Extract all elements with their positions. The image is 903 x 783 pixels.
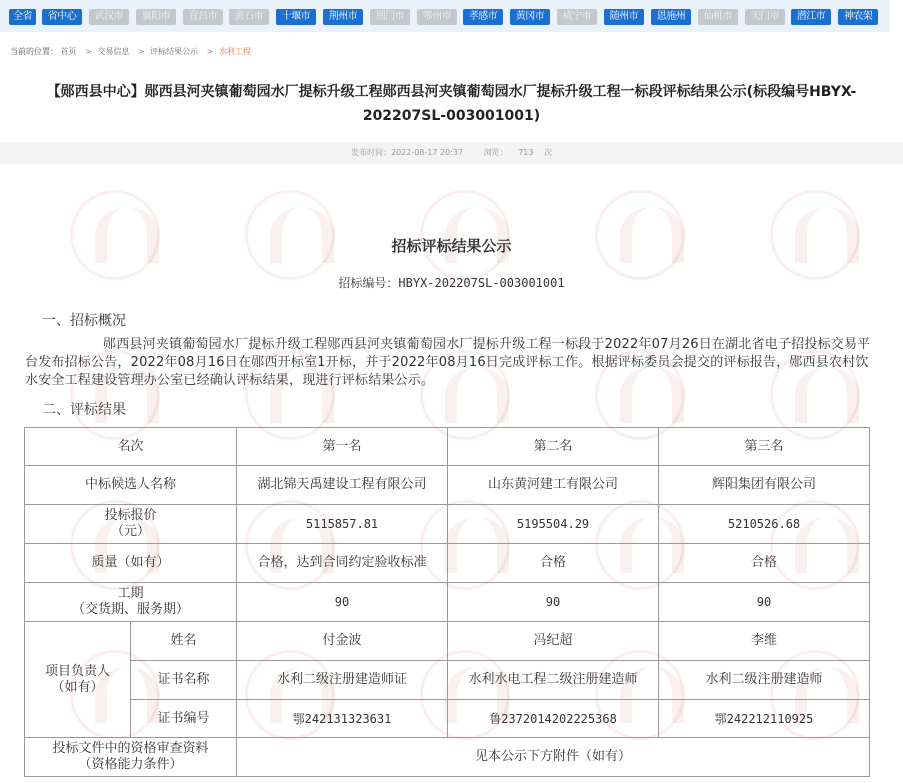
doc-tender-code: 招标编号：HBYX-202207SL-003001001: [338, 276, 565, 290]
breadcrumb-result-notice[interactable]: 评标结果公示: [150, 47, 199, 56]
table-row-candidate: [25, 466, 870, 505]
row-label: 质量（如有）: [25, 544, 237, 583]
table-row-period: [25, 583, 870, 622]
city-tab-jingzhou[interactable]: 荆州市: [323, 9, 363, 25]
city-tab-center[interactable]: 省中心: [42, 9, 82, 25]
table-row-quality: [25, 544, 870, 583]
cell-value: 李维: [659, 622, 870, 661]
city-tab-ezhou[interactable]: 鄂州市: [417, 9, 457, 25]
section-overview-heading: 一、招标概况: [42, 313, 126, 329]
row-label-line: （如有）: [51, 679, 104, 695]
row-label-line: 投标报价: [104, 508, 157, 523]
city-tab-suizhou[interactable]: 随州市: [604, 9, 644, 25]
cell-value: 水利二级注册建造师证: [237, 661, 448, 700]
breadcrumb-current[interactable]: 水利工程: [218, 47, 251, 56]
cell-value: 90: [448, 583, 659, 622]
views-count: 713: [518, 148, 534, 157]
city-tab-huanggang[interactable]: 黄冈市: [510, 9, 550, 25]
row-label-line: 工期: [117, 586, 144, 601]
city-nav-bar: [0, 0, 890, 32]
breadcrumb-separator: >: [137, 47, 145, 56]
publish-value: 2022-08-17 20:37: [390, 148, 464, 157]
row-label: [25, 505, 237, 544]
publish-label: 发布时间：: [350, 148, 391, 157]
city-tab-xiaogan[interactable]: 孝感市: [463, 9, 503, 25]
cell-value: 付金波: [237, 622, 448, 661]
evaluation-result-table: [24, 427, 870, 777]
city-tab-qianjiang[interactable]: 潜江市: [791, 9, 831, 25]
city-tab-shennongjia[interactable]: 神农架: [838, 9, 878, 25]
cell-value: 湖北锦天禹建设工程有限公司: [237, 466, 448, 505]
table-row-qualification: [25, 738, 870, 777]
cell-value: 5210526.68: [659, 505, 870, 544]
row-label-line: （元）: [111, 524, 151, 539]
breadcrumb-home[interactable]: 首页: [60, 47, 77, 56]
row-label-line: （资格能力条件）: [78, 757, 183, 772]
table-row-cert-name: [25, 661, 870, 700]
header-first: 第一名: [237, 428, 448, 466]
header-third: 第三名: [659, 428, 870, 466]
cell-value: 合格: [448, 544, 659, 583]
cell-value: 5195504.29: [448, 505, 659, 544]
overview-paragraph: 郧西县河夹镇葡萄园水厂提标升级工程郧西县河夹镇葡萄园水厂提标升级工程一标段于2022年07月26日在湖北省电子招投标交易平台发布招标公告，2022年08月16日在郧西开标室1开标，并于2022年08月16日完成评标工作。根据评标委员会提交的评标报告，郧西县农村饮水安全工程建设管理办公室已经确认评标结果，现进行评标结果公示。: [25, 337, 871, 388]
row-label-line: （交货期、服务期）: [72, 602, 190, 617]
breadcrumb-trade-info[interactable]: 交易信息: [97, 47, 130, 56]
city-tab-tianmen[interactable]: 天门市: [745, 9, 785, 25]
cell-value: 5115857.81: [237, 505, 448, 544]
row-label: [25, 738, 237, 777]
publish-time: [351, 148, 463, 157]
table-row-price: [25, 505, 870, 544]
breadcrumb-lead: 当前的位置：: [10, 47, 58, 56]
cell-value: 90: [237, 583, 448, 622]
sub-label: 证书名称: [131, 661, 237, 700]
cell-value: 鲁2372014202225368: [448, 700, 659, 738]
city-tab-enshi[interactable]: 恩施州: [651, 9, 691, 25]
article-meta: [0, 142, 903, 164]
cell-value: 鄂242131323631: [237, 700, 448, 738]
cell-value: 山东黄河建工有限公司: [448, 466, 659, 505]
cell-value: 90: [659, 583, 870, 622]
cell-value: 合格，达到合同约定验收标准: [237, 544, 448, 583]
breadcrumb-separator: >: [85, 47, 92, 56]
header-second: 第二名: [448, 428, 659, 466]
cell-value: 鄂242212110925: [659, 700, 870, 738]
row-label-line: 项目负责人: [44, 663, 110, 679]
table-header-row: [25, 428, 870, 466]
city-tab-xianning[interactable]: 咸宁市: [557, 9, 597, 25]
row-label: 中标候选人名称: [25, 466, 237, 505]
views-unit: 次: [544, 148, 552, 157]
cell-value: 辉阳集团有限公司: [659, 466, 870, 505]
city-tab-all[interactable]: 全省: [9, 9, 36, 25]
cell-value: 合格: [659, 544, 870, 583]
doc-heading: 招标评标结果公示: [391, 237, 512, 255]
views-label: 浏览：: [483, 148, 508, 157]
row-label-line: 投标文件中的资格审查资料: [52, 741, 209, 756]
qualification-value: 见本公示下方附件（如有）: [237, 738, 870, 777]
article-title: 【郧西县中心】郧西县河夹镇葡萄园水厂提标升级工程郧西县河夹镇葡萄园水厂提标升级工程一标段评标结果公示(标段编号HBYX-202207SL-003001001): [46, 84, 857, 124]
row-label: [25, 583, 237, 622]
header-rank: 名次: [25, 428, 237, 466]
section-result-heading: 二、评标结果: [42, 402, 126, 418]
cell-value: 冯纪超: [448, 622, 659, 661]
city-tab-huangshi[interactable]: 黄石市: [229, 9, 269, 25]
city-tab-shiyan[interactable]: 十堰市: [276, 9, 316, 25]
table-row-cert-no: [25, 700, 870, 738]
city-tab-jingmen[interactable]: 荆门市: [370, 9, 410, 25]
city-tab-xiangyang[interactable]: 襄阳市: [136, 9, 176, 25]
sub-label: 证书编号: [131, 700, 237, 738]
city-tab-wuhan[interactable]: 武汉市: [89, 9, 129, 25]
city-tab-yichang[interactable]: 宜昌市: [183, 9, 223, 25]
breadcrumb: [10, 46, 251, 57]
row-label: [25, 622, 131, 738]
city-tab-xiantao[interactable]: 仙桃市: [698, 9, 738, 25]
breadcrumb-separator: >: [206, 47, 214, 56]
cell-value: 水利水电工程二级注册建造师: [448, 661, 659, 700]
sub-label: 姓名: [131, 622, 237, 661]
cell-value: 水利二级注册建造师: [659, 661, 870, 700]
table-row-manager-name: [25, 622, 870, 661]
